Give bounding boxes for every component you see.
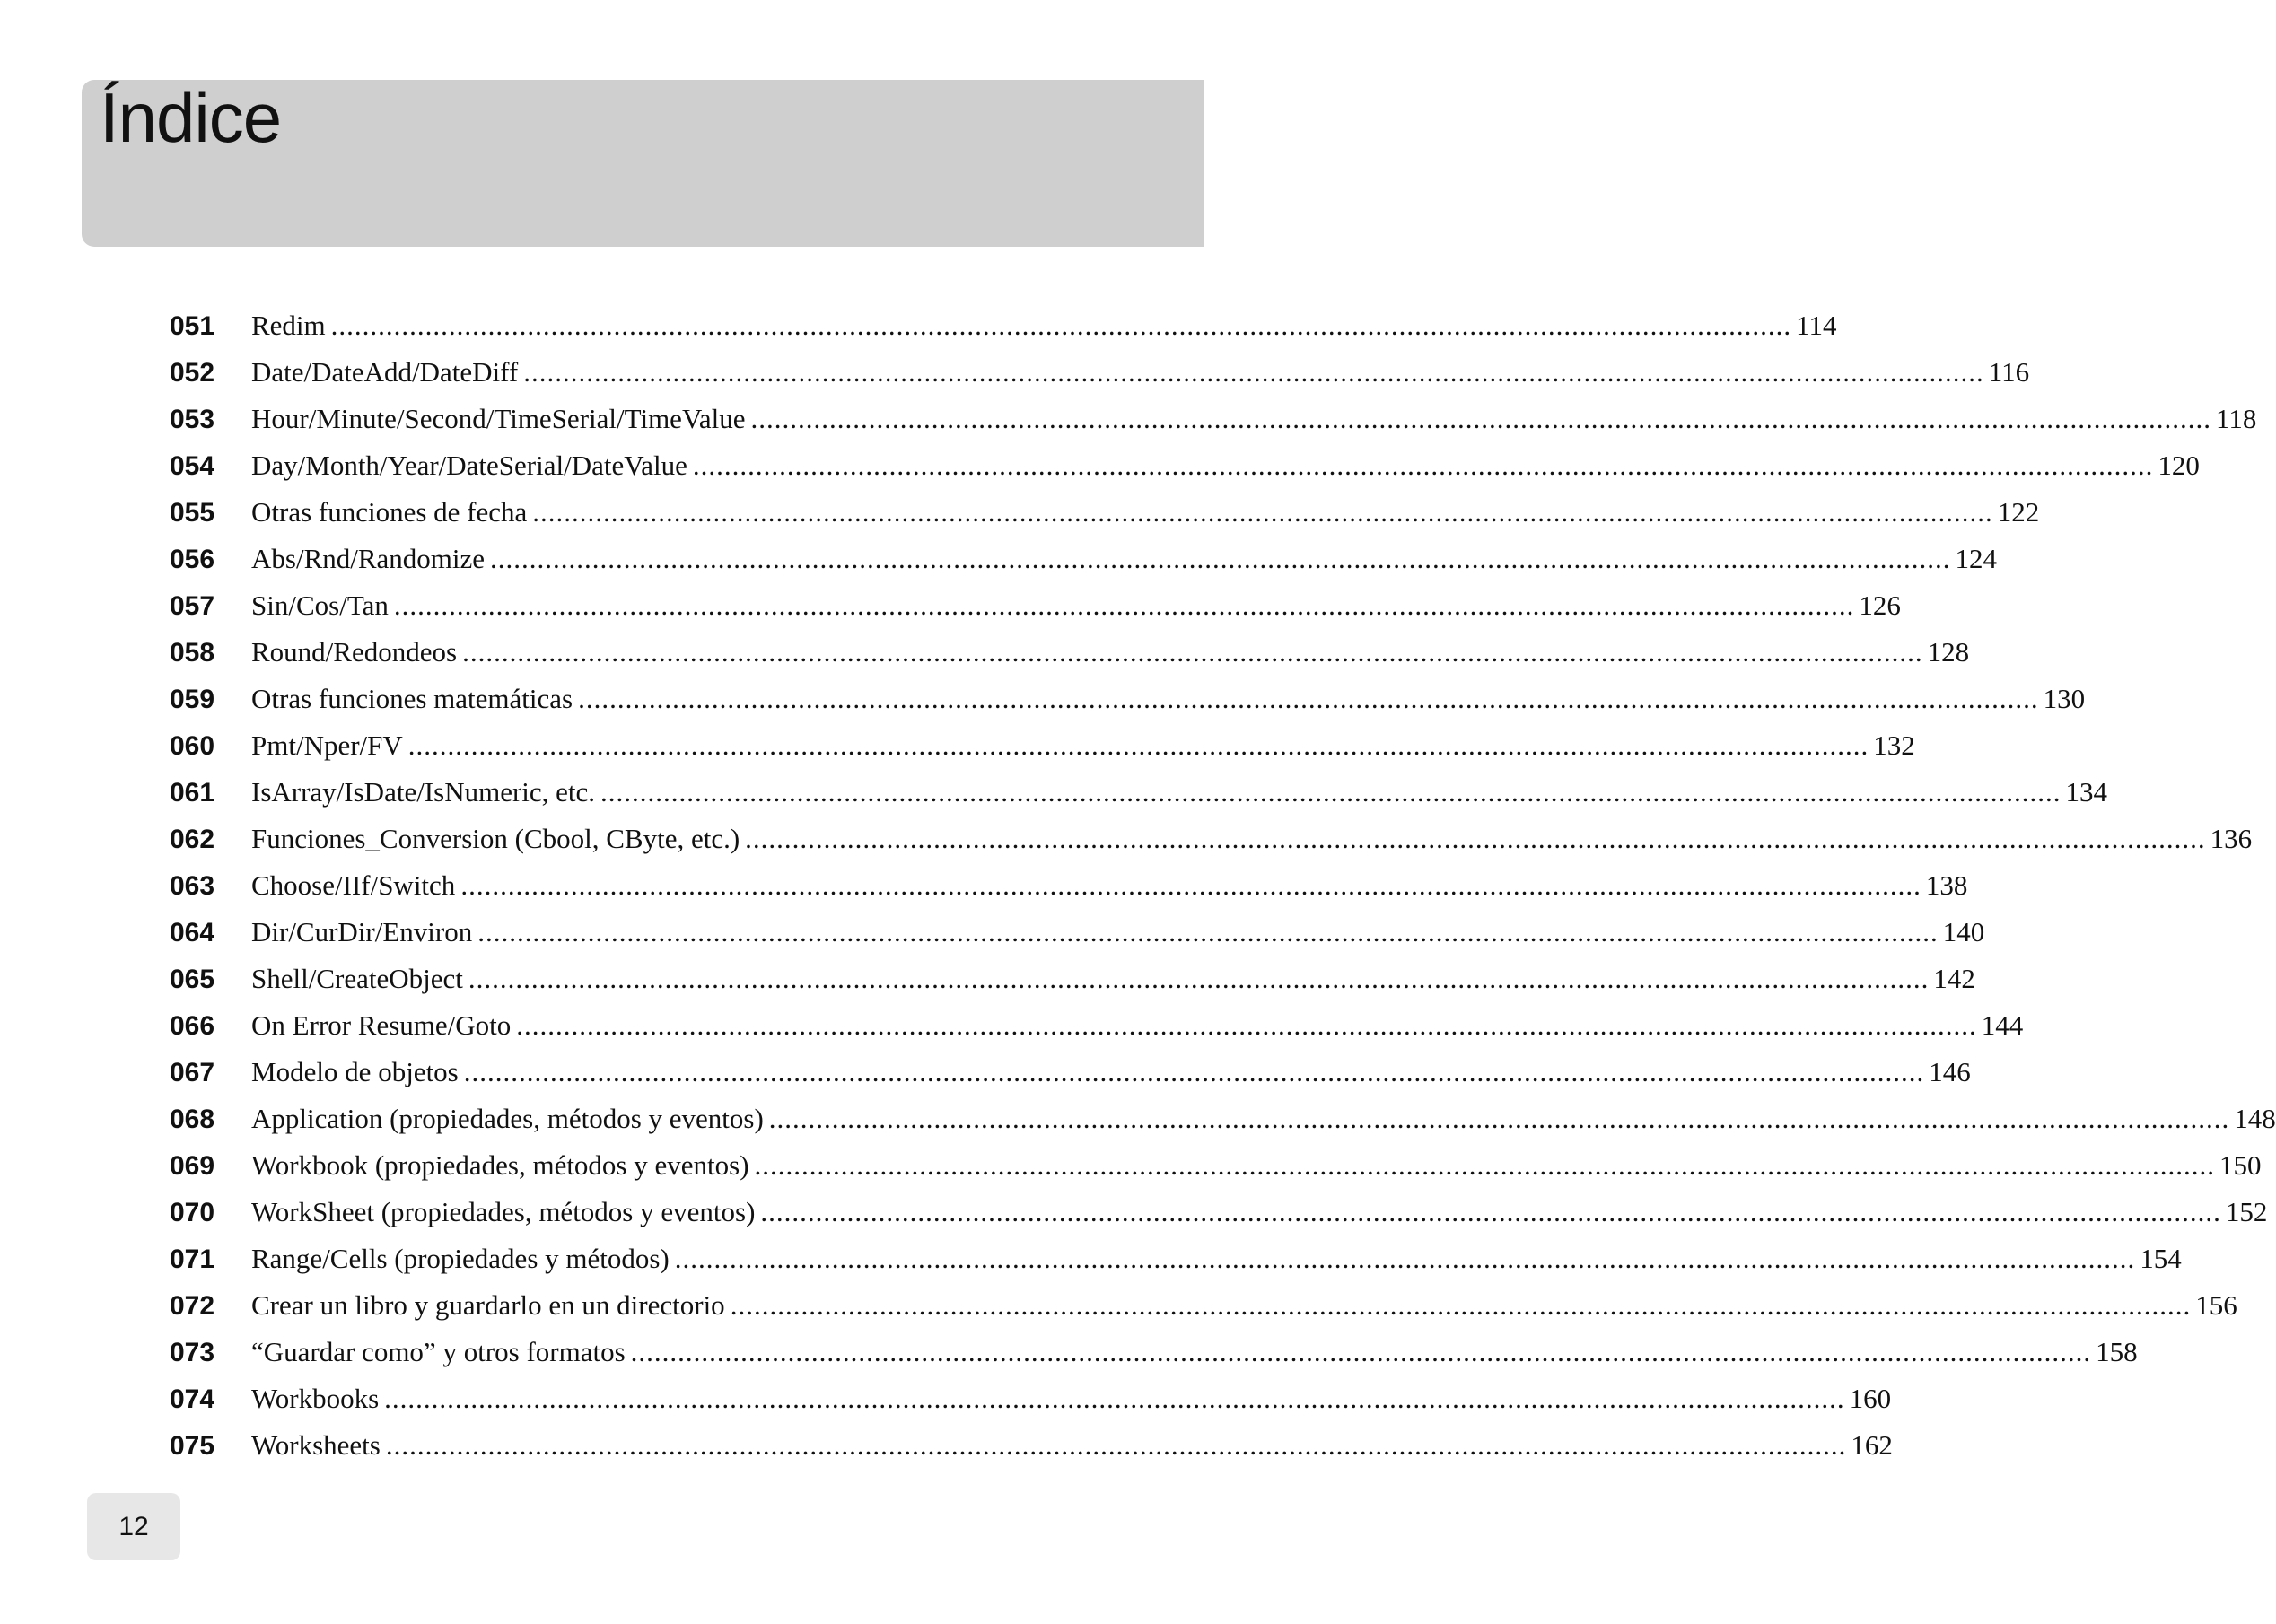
toc-entry-page: 120 xyxy=(2158,450,2200,481)
page-number-box xyxy=(87,1493,180,1560)
toc-entry-title: Otras funciones matemáticas xyxy=(251,683,573,714)
toc-entry-page: 118 xyxy=(2216,403,2257,434)
toc-leader-dots xyxy=(331,302,1792,349)
toc-entry[interactable] xyxy=(170,1329,2138,1375)
toc-entry-title: Shell/CreateObject xyxy=(251,963,463,994)
toc-leader-dots xyxy=(462,629,1923,676)
toc-entry-number: 057 xyxy=(170,591,215,621)
toc-entry-page: 158 xyxy=(2096,1336,2138,1367)
toc-entry-number: 051 xyxy=(170,311,215,341)
toc-entry-title: Pmt/Nper/FV xyxy=(251,729,403,761)
toc-entry-page: 150 xyxy=(2219,1149,2262,1181)
toc-entry[interactable] xyxy=(170,1002,2024,1049)
toc-entry-number: 067 xyxy=(170,1058,215,1087)
toc-entry-page: 142 xyxy=(1933,963,1975,994)
toc-entry-page: 136 xyxy=(2210,823,2253,854)
toc-entry-title: “Guardar como” y otros formatos xyxy=(251,1336,626,1367)
toc-entry-page: 116 xyxy=(1988,356,2030,388)
toc-leader-dots xyxy=(769,1096,2230,1142)
toc-entry-title: Workbooks xyxy=(251,1383,380,1414)
toc-entry[interactable] xyxy=(170,722,1915,769)
toc-entry-number: 073 xyxy=(170,1338,215,1367)
toc-entry[interactable] xyxy=(170,1049,1971,1096)
toc-entry-title: Range/Cells (propiedades y métodos) xyxy=(251,1243,670,1274)
toc-entry[interactable] xyxy=(170,629,1970,676)
toc-entry-page: 146 xyxy=(1929,1056,1971,1087)
toc-leader-dots xyxy=(477,909,1939,956)
toc-entry-page: 122 xyxy=(1997,496,2040,528)
toc-entry[interactable] xyxy=(170,349,2030,396)
toc-leader-dots xyxy=(460,862,1921,909)
toc-leader-dots xyxy=(386,1422,1847,1469)
toc-leader-dots xyxy=(394,582,1855,629)
toc-leader-dots xyxy=(490,536,1951,582)
toc-entry[interactable] xyxy=(170,489,2040,536)
toc-entry-title: Modelo de objetos xyxy=(251,1056,459,1087)
toc-leader-dots xyxy=(408,722,1869,769)
toc-entry-title: Crear un libro y guardarlo en un directorio xyxy=(251,1289,725,1321)
toc-entry[interactable] xyxy=(170,816,2253,862)
toc-entry[interactable] xyxy=(170,1422,1893,1469)
toc-entry-title: Application (propiedades, métodos y eventos) xyxy=(251,1103,764,1134)
toc-entry-title: Day/Month/Year/DateSerial/DateValue xyxy=(251,450,687,481)
toc-entry-title: Funciones_Conversion (Cbool, CByte, etc.) xyxy=(251,823,740,854)
toc-entry-title: WorkSheet (propiedades, métodos y eventos) xyxy=(251,1196,756,1227)
toc-entry-number: 072 xyxy=(170,1291,215,1321)
toc-entry[interactable] xyxy=(170,1096,2276,1142)
toc-entry-title: Abs/Rnd/Randomize xyxy=(251,543,486,574)
toc-entry-number: 052 xyxy=(170,358,215,388)
toc-leader-dots xyxy=(751,396,2212,442)
toc-entry-page: 130 xyxy=(2043,683,2086,714)
toc-entry-page: 154 xyxy=(2140,1243,2182,1274)
toc-entry-number: 059 xyxy=(170,685,215,714)
toc-leader-dots xyxy=(755,1142,2216,1189)
toc-entry-number: 064 xyxy=(170,918,215,947)
toc-leader-dots xyxy=(631,1329,2092,1375)
toc-leader-dots xyxy=(384,1375,1845,1422)
toc-leader-dots xyxy=(693,442,2154,489)
toc-entry-number: 074 xyxy=(170,1384,215,1414)
toc-entry-number: 068 xyxy=(170,1104,215,1134)
toc-entry-title: Otras funciones de fecha xyxy=(251,496,528,528)
toc-entry-page: 152 xyxy=(2225,1196,2268,1227)
toc-entry-page: 124 xyxy=(1955,543,1998,574)
toc-entry-page: 148 xyxy=(2234,1103,2276,1134)
toc-entry-number: 065 xyxy=(170,965,215,994)
toc-entry-title: Dir/CurDir/Environ xyxy=(251,916,473,947)
toc-entry-page: 114 xyxy=(1796,310,1837,341)
toc-entry-page: 138 xyxy=(1925,869,1968,901)
page-number: 12 xyxy=(118,1512,149,1541)
toc-entry-title: On Error Resume/Goto xyxy=(251,1009,512,1041)
toc-entry-number: 056 xyxy=(170,545,215,574)
toc-entry-title: Workbook (propiedades, métodos y eventos) xyxy=(251,1149,749,1181)
toc-entry-page: 134 xyxy=(2065,776,2108,808)
toc-entry-number: 069 xyxy=(170,1151,215,1181)
toc-entry-page: 126 xyxy=(1859,589,1901,621)
toc-leader-dots xyxy=(523,349,1984,396)
toc-entry[interactable] xyxy=(170,676,2086,722)
toc-entry-title: Redim xyxy=(251,310,326,341)
toc-entry[interactable] xyxy=(170,1375,1892,1422)
toc-leader-dots xyxy=(516,1002,1977,1049)
toc-entry[interactable] xyxy=(170,302,1837,349)
toc-entry[interactable] xyxy=(170,582,1901,629)
toc-entry-number: 075 xyxy=(170,1431,215,1461)
toc-leader-dots xyxy=(468,956,1930,1002)
toc-leader-dots xyxy=(532,489,1993,536)
table-of-contents xyxy=(170,302,2276,1469)
toc-entry-title: Date/DateAdd/DateDiff xyxy=(251,356,519,388)
toc-entry-title: Sin/Cos/Tan xyxy=(251,589,389,621)
toc-entry[interactable] xyxy=(170,956,1975,1002)
toc-entry-number: 061 xyxy=(170,778,215,808)
toc-entry-number: 060 xyxy=(170,731,215,761)
toc-leader-dots xyxy=(731,1282,2192,1329)
toc-entry-page: 144 xyxy=(1981,1009,2024,1041)
toc-entry-title: Worksheets xyxy=(251,1429,381,1461)
toc-entry[interactable] xyxy=(170,769,2108,816)
toc-entry[interactable] xyxy=(170,442,2200,489)
toc-entry[interactable] xyxy=(170,1189,2268,1235)
toc-entry-page: 160 xyxy=(1849,1383,1892,1414)
toc-entry[interactable] xyxy=(170,909,1985,956)
toc-entry[interactable] xyxy=(170,862,1968,909)
toc-entry-number: 062 xyxy=(170,825,215,854)
toc-leader-dots xyxy=(578,676,2039,722)
toc-leader-dots xyxy=(464,1049,1925,1096)
toc-entry-number: 063 xyxy=(170,871,215,901)
page-title: Índice xyxy=(100,78,282,157)
toc-entry-page: 162 xyxy=(1851,1429,1893,1461)
toc-entry-title: IsArray/IsDate/IsNumeric, etc. xyxy=(251,776,596,808)
toc-leader-dots xyxy=(745,816,2206,862)
toc-entry[interactable] xyxy=(170,1282,2237,1329)
toc-entry-number: 070 xyxy=(170,1198,215,1227)
toc-entry-number: 053 xyxy=(170,405,215,434)
toc-entry-number: 058 xyxy=(170,638,215,668)
toc-entry-title: Choose/IIf/Switch xyxy=(251,869,456,901)
toc-entry-page: 132 xyxy=(1873,729,1915,761)
toc-entry-page: 156 xyxy=(2195,1289,2237,1321)
toc-entry-title: Round/Redondeos xyxy=(251,636,458,668)
toc-leader-dots xyxy=(760,1189,2221,1235)
toc-leader-dots xyxy=(600,769,2062,816)
toc-entry[interactable] xyxy=(170,536,1998,582)
toc-entry-number: 055 xyxy=(170,498,215,528)
toc-entry-number: 054 xyxy=(170,451,215,481)
toc-entry[interactable] xyxy=(170,396,2257,442)
toc-entry[interactable] xyxy=(170,1235,2182,1282)
toc-entry-page: 140 xyxy=(1942,916,1985,947)
toc-entry[interactable] xyxy=(170,1142,2262,1189)
toc-entry-page: 128 xyxy=(1927,636,1970,668)
toc-leader-dots xyxy=(675,1235,2136,1282)
toc-entry-title: Hour/Minute/Second/TimeSerial/TimeValue xyxy=(251,403,746,434)
toc-entry-number: 071 xyxy=(170,1244,215,1274)
toc-entry-number: 066 xyxy=(170,1011,215,1041)
